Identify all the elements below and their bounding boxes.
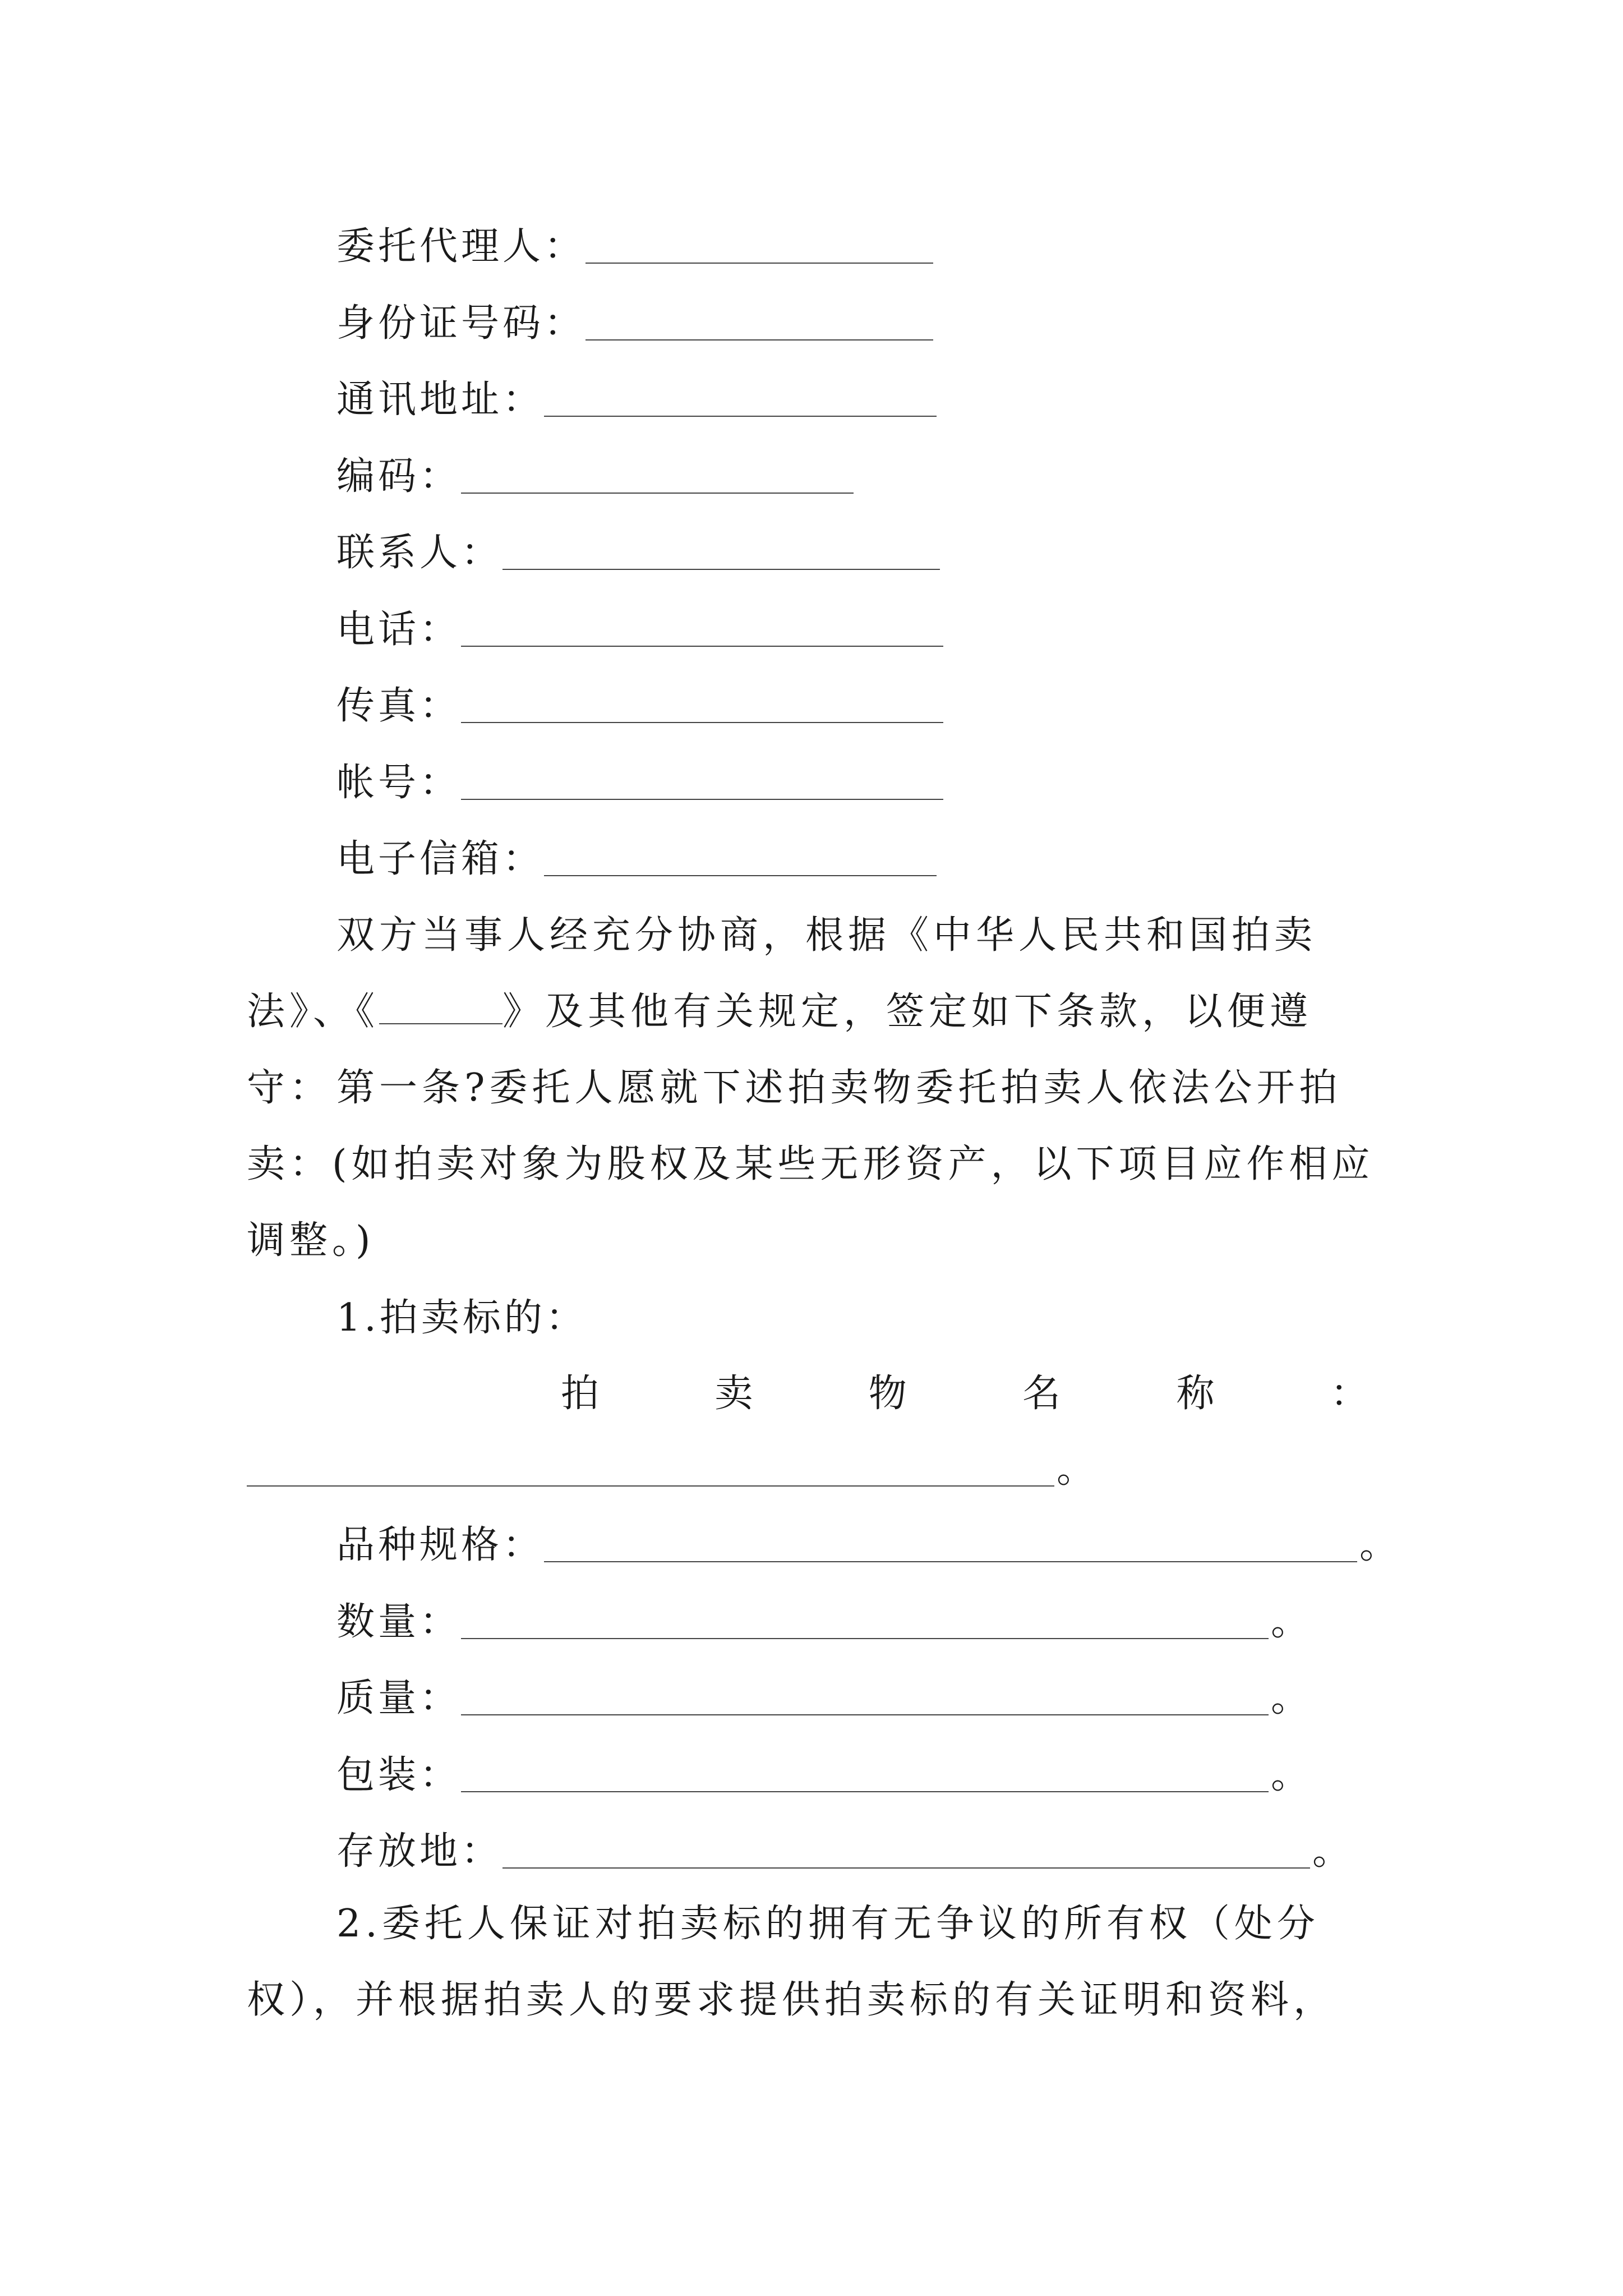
field-blank bbox=[544, 416, 937, 417]
field-label: 数量： bbox=[336, 1600, 462, 1644]
auction-item-name-line bbox=[247, 1447, 1098, 1492]
field-agent bbox=[336, 224, 933, 269]
name-char: 称 bbox=[1176, 1372, 1215, 1416]
period: 。 bbox=[1057, 1447, 1099, 1492]
field-quality bbox=[336, 1676, 1312, 1721]
field-blank bbox=[461, 722, 943, 723]
field-storage bbox=[336, 1829, 1354, 1874]
field-blank bbox=[585, 263, 933, 264]
field-blank bbox=[461, 493, 854, 494]
field-quantity bbox=[336, 1600, 1312, 1645]
article-1: 第一条?委托人愿就下述拍卖物委托拍卖人依法公开拍卖：(如拍卖对象为股权及某些无形资产，以下项目应作相应调整。) bbox=[247, 1066, 1375, 1263]
field-label: 通讯地址： bbox=[336, 378, 545, 422]
field-postcode bbox=[336, 454, 854, 499]
field-blank bbox=[461, 1714, 1269, 1715]
period: 。 bbox=[1312, 1829, 1354, 1874]
name-char: 拍 bbox=[561, 1372, 600, 1416]
field-label: 身份证号码： bbox=[336, 301, 586, 346]
field-blank bbox=[585, 339, 933, 341]
field-label: 联系人： bbox=[336, 531, 503, 575]
name-char: ： bbox=[1330, 1372, 1368, 1416]
field-label: 委托代理人： bbox=[336, 224, 586, 269]
field-label: 电话： bbox=[336, 608, 462, 652]
field-blank bbox=[502, 569, 940, 570]
field-label: 电子信箱： bbox=[336, 837, 545, 881]
field-label: 存放地： bbox=[336, 1829, 503, 1874]
field-phone bbox=[336, 608, 943, 652]
period: 。 bbox=[1271, 1676, 1313, 1720]
field-blank bbox=[502, 1867, 1310, 1869]
item-1-title: 1.拍卖标的： bbox=[336, 1296, 587, 1340]
field-blank bbox=[247, 1485, 1054, 1487]
period: 。 bbox=[1271, 1753, 1313, 1797]
field-label: 质量： bbox=[336, 1676, 462, 1720]
field-account bbox=[336, 761, 943, 806]
field-label: 编码： bbox=[336, 454, 462, 499]
name-char: 名 bbox=[1022, 1372, 1061, 1416]
field-blank bbox=[461, 1638, 1269, 1639]
period: 。 bbox=[1359, 1523, 1401, 1567]
name-char: 物 bbox=[868, 1372, 907, 1416]
field-spec bbox=[336, 1523, 1401, 1568]
name-char: 卖 bbox=[714, 1372, 753, 1416]
law-name-blank bbox=[379, 992, 502, 1024]
field-contact bbox=[336, 531, 940, 576]
field-label: 包装： bbox=[336, 1753, 462, 1797]
field-label: 帐号： bbox=[336, 761, 462, 805]
auction-item-name-label bbox=[561, 1372, 1368, 1416]
period: 。 bbox=[1271, 1600, 1313, 1644]
agreement-text-1: 双方当事人经充分协商，根据《中华人民共和国拍卖法》、《 bbox=[247, 913, 1317, 1034]
field-label: 品种规格： bbox=[336, 1523, 545, 1567]
agreement-text-2: 》及其他有关规定，签定如下条款，以便遵守： bbox=[247, 990, 1313, 1110]
field-blank bbox=[544, 1561, 1357, 1562]
field-blank bbox=[544, 875, 937, 876]
field-address bbox=[336, 378, 937, 422]
field-email bbox=[336, 837, 937, 882]
field-blank bbox=[461, 646, 943, 647]
field-blank bbox=[461, 799, 943, 800]
field-blank bbox=[461, 1791, 1269, 1792]
field-packaging bbox=[336, 1753, 1312, 1798]
field-id-number bbox=[336, 301, 933, 346]
field-label: 传真： bbox=[336, 684, 462, 728]
field-fax bbox=[336, 684, 943, 729]
item-2: 2.委托人保证对拍卖标的拥有无争议的所有权（处分权），并根据拍卖人的要求提供拍卖标的有关证明和资料， bbox=[247, 1902, 1336, 2022]
